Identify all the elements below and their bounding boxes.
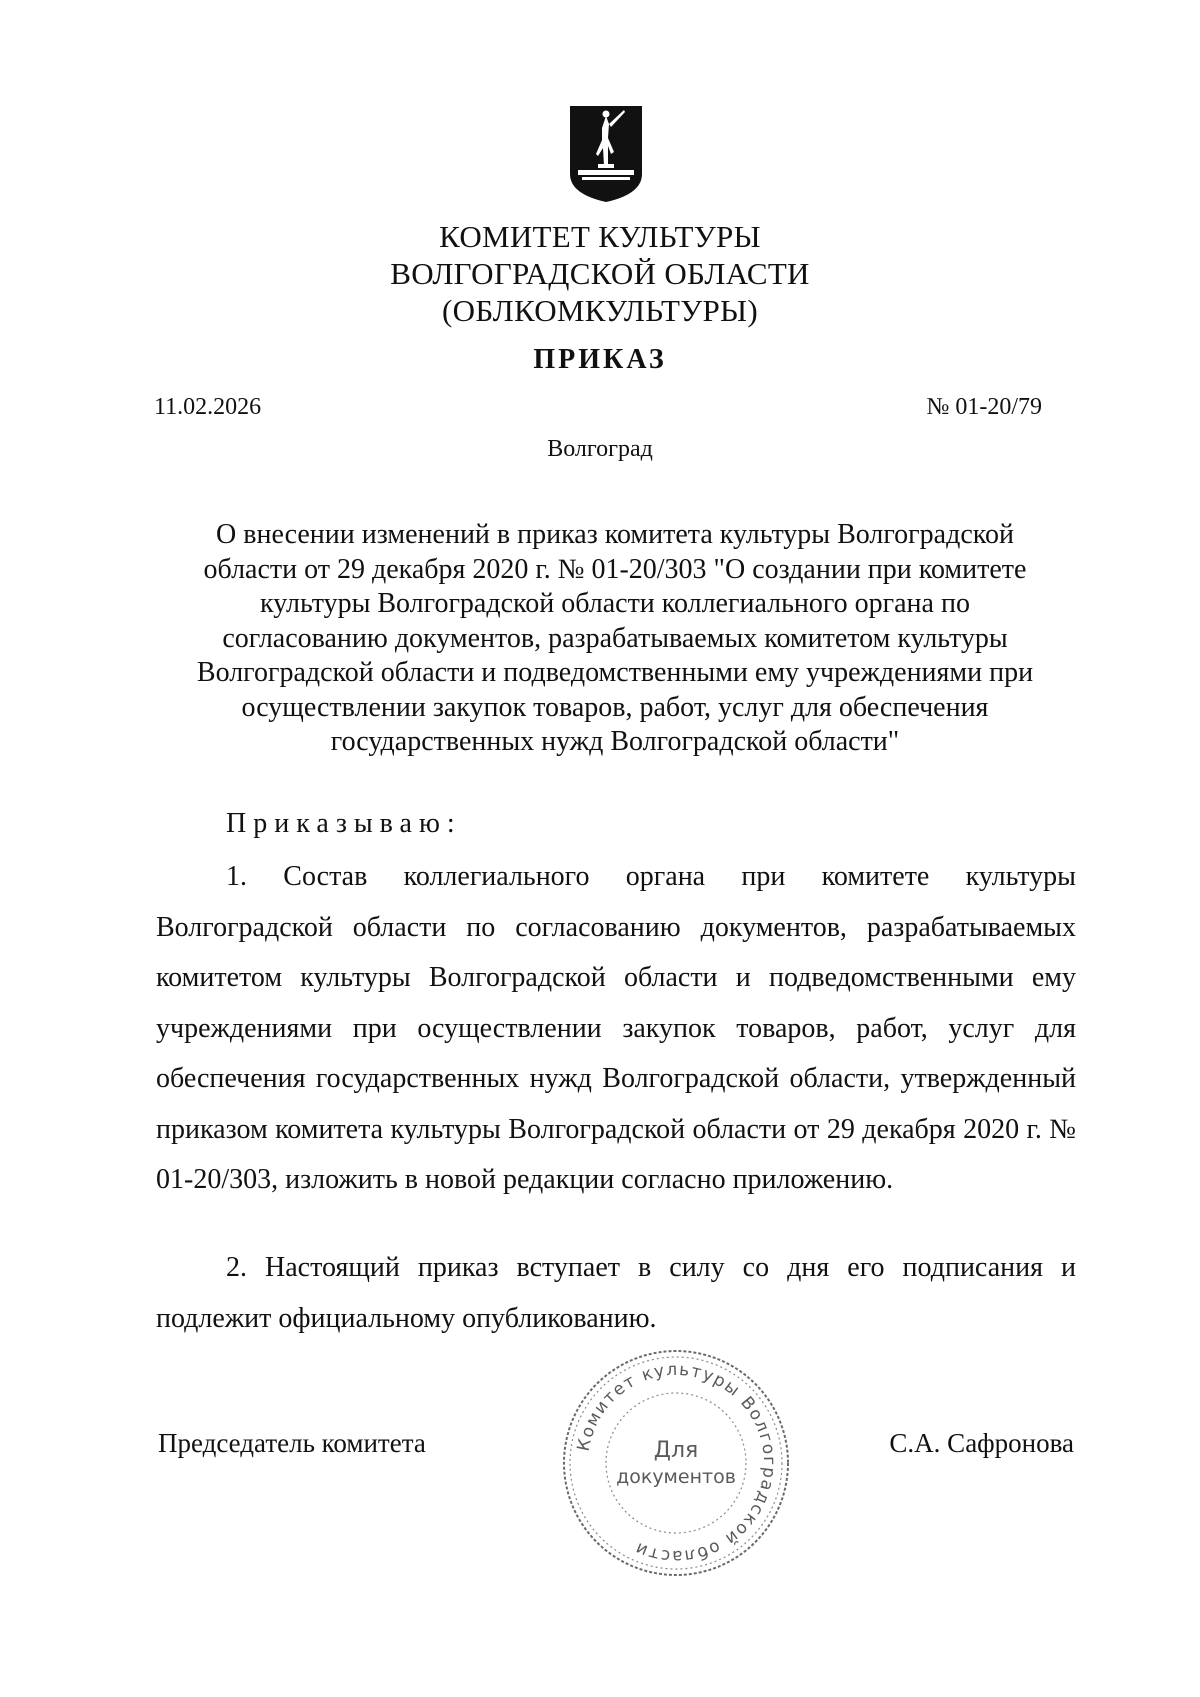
signer-position: Председатель комитета	[158, 1428, 426, 1458]
organization-name-line3: (ОБЛКОМКУЛЬТУРЫ)	[442, 293, 758, 328]
stamp-center-line1: Для	[653, 1438, 699, 1463]
document-city: Волгоград	[547, 436, 653, 462]
document-number: № 01-20/79	[926, 394, 1042, 420]
document-date: 11.02.2026	[154, 394, 262, 420]
order-word: Приказываю:	[226, 808, 462, 839]
organization-name-line2: ВОЛГОГРАДСКОЙ ОБЛАСТИ	[390, 256, 810, 291]
organization-name-line1: КОМИТЕТ КУЛЬТУРЫ	[439, 219, 761, 254]
stamp-ring-text: Комитет культуры Волгоградской области	[573, 1359, 780, 1567]
document-subject: О внесении изменений в приказ комитета культуры Волгоградской области от 29 декабря 2020 г. № 01-20/303 "О создании при комитете культуры Волгоградской области коллегиального органа по согласованию документов, разрабатываемых комитетом культуры Волгоградской области и подведомственными ему учреждениями при осуществлении закупок товаров, работ, услуг для обеспечения государственных нужд Волгоградской области"	[196, 519, 1034, 757]
paragraph-1: 1. Состав коллегиального органа при комитете культуры Волгоградской области по согласованию документов, разрабатываемых комитетом культуры Волгоградской области и подведомственными ему учреждениями при осуществлении закупок товаров, работ, услуг для обеспечения государственных нужд Волгоградской области, утвержденный приказом комитета культуры Волгоградской области от 29 декабря 2020 г. № 01-20/303, изложить в новой редакции согласно приложению.	[156, 861, 1076, 1195]
coat-of-arms-icon	[568, 104, 644, 204]
stamp-center-line2: документов	[616, 1466, 736, 1488]
official-stamp	[558, 1345, 794, 1581]
document-type: ПРИКАЗ	[533, 344, 667, 375]
signer-name: С.А. Сафронова	[889, 1428, 1074, 1458]
paragraph-2: 2. Настоящий приказ вступает в силу со дня его подписания и подлежит официальному опубликованию.	[156, 1252, 1076, 1334]
